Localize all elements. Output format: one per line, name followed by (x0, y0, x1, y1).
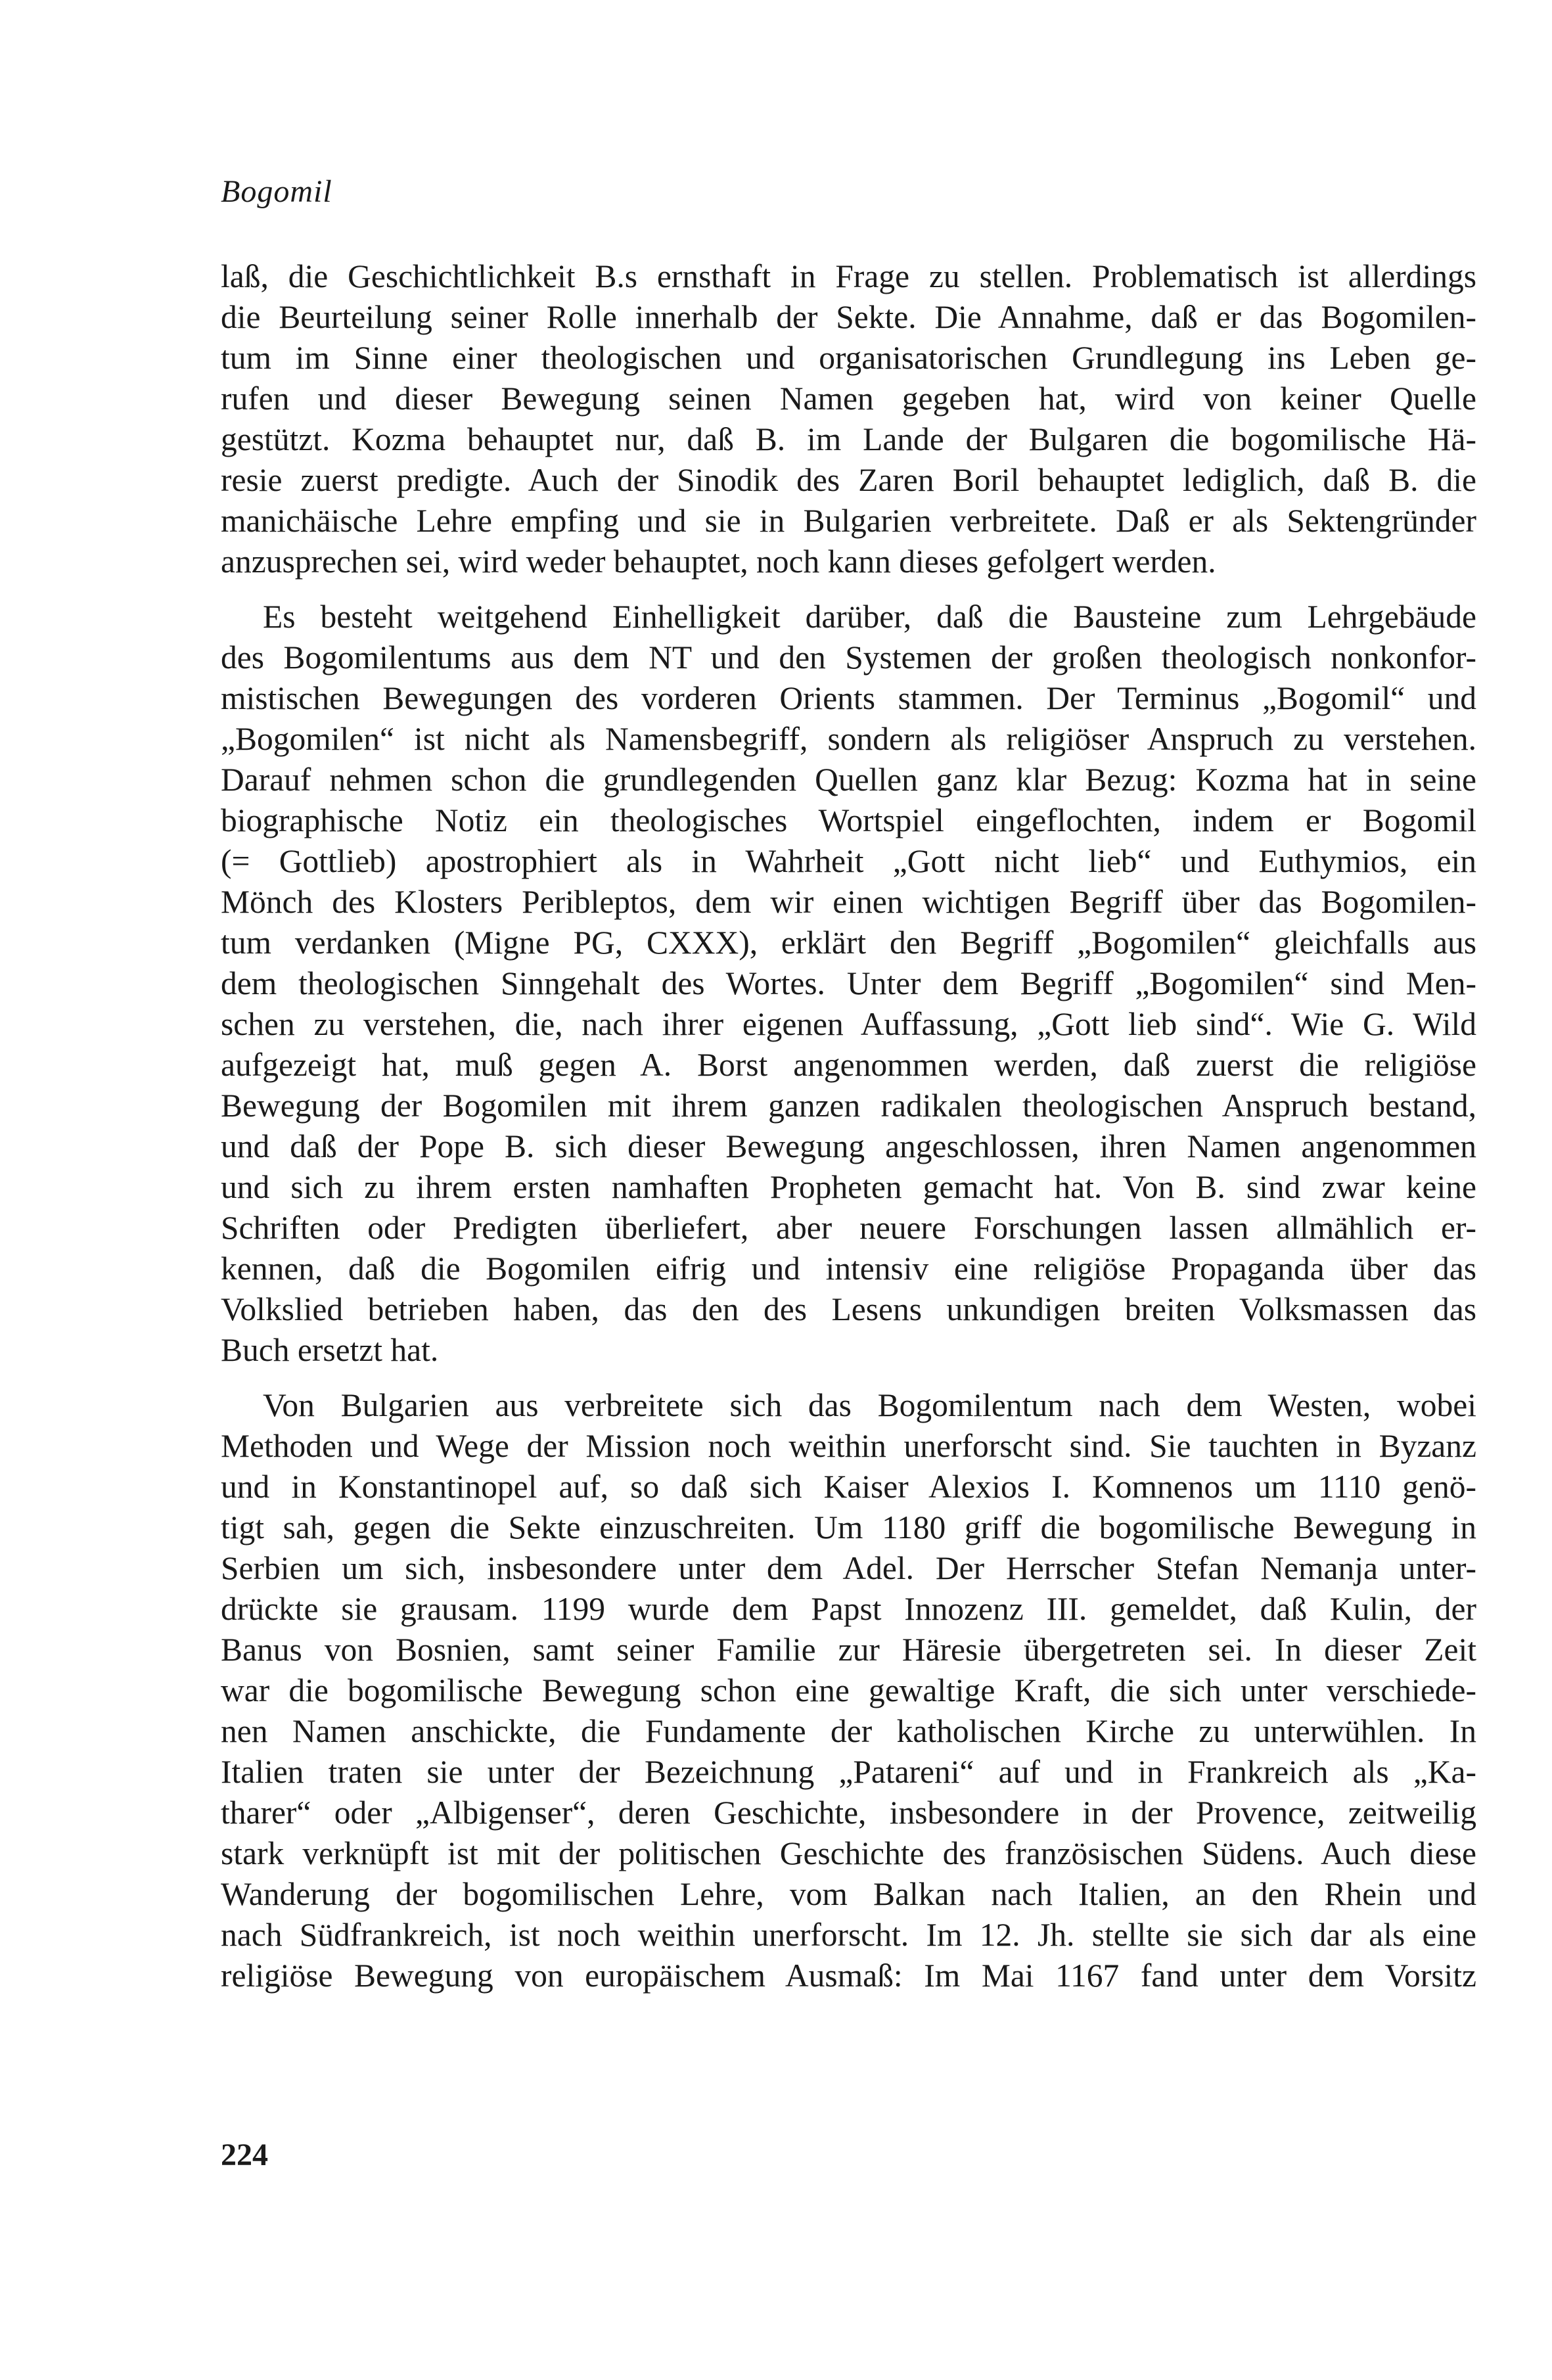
text-line: Italien traten sie unter der Bezeichnung „Patareni“ auf und in Frankreich als „Ka- (221, 1754, 1476, 1790)
text-line: Mönch des Klosters Peribleptos, dem wir einen wichtigen Begriff über das Bogomilen- (221, 884, 1476, 920)
text-line: stark verknüpft ist mit der politischen Geschichte des französischen Südens. Auch diese (221, 1835, 1476, 1871)
text-line: mistischen Bewegungen des vorderen Orients stammen. Der Terminus „Bogomil“ und (221, 680, 1476, 716)
paragraph-gap (221, 1371, 1476, 1385)
text-line: Methoden und Wege der Mission noch weithin unerforscht sind. Sie tauchten in Byzanz (221, 1428, 1476, 1464)
text-line: war die bogomilische Bewegung schon eine gewaltige Kraft, die sich unter verschiede- (221, 1672, 1476, 1708)
text-line: Schriften oder Predigten überliefert, aber neuere Forschungen lassen allmählich er- (221, 1210, 1476, 1246)
body-text (221, 256, 1476, 1996)
text-line: und daß der Pope B. sich dieser Bewegung angeschlossen, ihren Namen angenommen (221, 1128, 1476, 1164)
text-line: nen Namen anschickte, die Fundamente der katholischen Kirche zu unterwühlen. In (221, 1713, 1476, 1749)
text-line: Wanderung der bogomilischen Lehre, vom Balkan nach Italien, an den Rhein und (221, 1876, 1476, 1912)
text-line: Buch ersetzt hat. (221, 1332, 439, 1368)
text-line: Banus von Bosnien, samt seiner Familie zur Häresie übergetreten sei. In dieser Zeit (221, 1632, 1476, 1668)
paragraph-2 (221, 597, 1476, 1371)
text-line: und sich zu ihrem ersten namhaften Propheten gemacht hat. Von B. sind zwar keine (221, 1169, 1476, 1205)
text-line: rufen und dieser Bewegung seinen Namen gegeben hat, wird von keiner Quelle (221, 380, 1476, 417)
text-line: „Bogomilen“ ist nicht als Namensbegriff, sondern als religiöser Anspruch zu verstehen. (221, 721, 1476, 757)
text-line: Es besteht weitgehend Einhelligkeit darüber, daß die Bausteine zum Lehrgebäude (263, 599, 1476, 635)
text-line: manichäische Lehre empfing und sie in Bulgarien verbreitete. Daß er als Sektengründer (221, 503, 1476, 539)
text-line: die Beurteilung seiner Rolle innerhalb der Sekte. Die Annahme, daß er das Bogomilen- (221, 299, 1476, 335)
text-line: des Bogomilentums aus dem NT und den Systemen der großen theologisch nonkonfor- (221, 639, 1476, 675)
text-line: tum verdanken (Migne PG, CXXX), erklärt den Begriff „Bogomilen“ gleichfalls aus (221, 925, 1476, 961)
text-line: resie zuerst predigte. Auch der Sinodik des Zaren Boril behauptet lediglich, daß B. die (221, 462, 1476, 498)
text-line: und in Konstantinopel auf, so daß sich Kaiser Alexios I. Komnenos um 1110 genö- (221, 1469, 1476, 1505)
text-line: Bewegung der Bogomilen mit ihrem ganzen radikalen theologischen Anspruch bestand, (221, 1087, 1476, 1124)
paragraph-1 (221, 256, 1476, 582)
text-line: kennen, daß die Bogomilen eifrig und intensiv eine religiöse Propaganda über das (221, 1250, 1476, 1287)
text-line: biographische Notiz ein theologisches Wortspiel eingeflochten, indem er Bogomil (221, 802, 1476, 838)
text-line: religiöse Bewegung von europäischem Ausmaß: Im Mai 1167 fand unter dem Vorsitz (221, 1957, 1476, 1994)
text-line: dem theologischen Sinngehalt des Wortes. Unter dem Begriff „Bogomilen“ sind Men- (221, 965, 1476, 1001)
text-line: tum im Sinne einer theologischen und organisatorischen Grundlegung ins Leben ge- (221, 340, 1476, 376)
text-line: Darauf nehmen schon die grundlegenden Quellen ganz klar Bezug: Kozma hat in seine (221, 762, 1476, 798)
text-line: Von Bulgarien aus verbreitete sich das Bogomilentum nach dem Westen, wobei (263, 1387, 1476, 1423)
text-line: drückte sie grausam. 1199 wurde dem Papst Innozenz III. gemeldet, daß Kulin, der (221, 1591, 1476, 1627)
paragraph-3 (221, 1385, 1476, 1996)
text-line: schen zu verstehen, die, nach ihrer eigenen Auffassung, „Gott lieb sind“. Wie G. Wild (221, 1006, 1476, 1042)
text-line: (= Gottlieb) apostrophiert als in Wahrheit „Gott nicht lieb“ und Euthymios, ein (221, 843, 1476, 879)
text-line: nach Südfrankreich, ist noch weithin unerforscht. Im 12. Jh. stellte sie sich dar als eine (221, 1917, 1476, 1953)
text-line: laß, die Geschichtlichkeit B.s ernsthaft in Frage zu stellen. Problematisch ist allerdings (221, 258, 1476, 294)
text-line: anzusprechen sei, wird weder behauptet, noch kann dieses gefolgert werden. (221, 543, 1216, 580)
text-line: gestützt. Kozma behauptet nur, daß B. im Lande der Bulgaren die bogomilische Hä- (221, 421, 1476, 457)
text-line: tigt sah, gegen die Sekte einzuschreiten. Um 1180 griff die bogomilische Bewegung in (221, 1509, 1476, 1545)
text-line: Serbien um sich, insbesondere unter dem Adel. Der Herrscher Stefan Nemanja unter- (221, 1550, 1476, 1586)
page-number: 224 (221, 2138, 268, 2172)
paragraph-gap (221, 582, 1476, 597)
text-line: tharer“ oder „Albigenser“, deren Geschichte, insbesondere in der Provence, zeitweilig (221, 1795, 1476, 1831)
text-line: Volkslied betrieben haben, das den des Lesens unkundigen breiten Volksmassen das (221, 1291, 1476, 1327)
running-head: Bogomil (221, 174, 332, 209)
text-line: aufgezeigt hat, muß gegen A. Borst angenommen werden, daß zuerst die religiöse (221, 1047, 1476, 1083)
